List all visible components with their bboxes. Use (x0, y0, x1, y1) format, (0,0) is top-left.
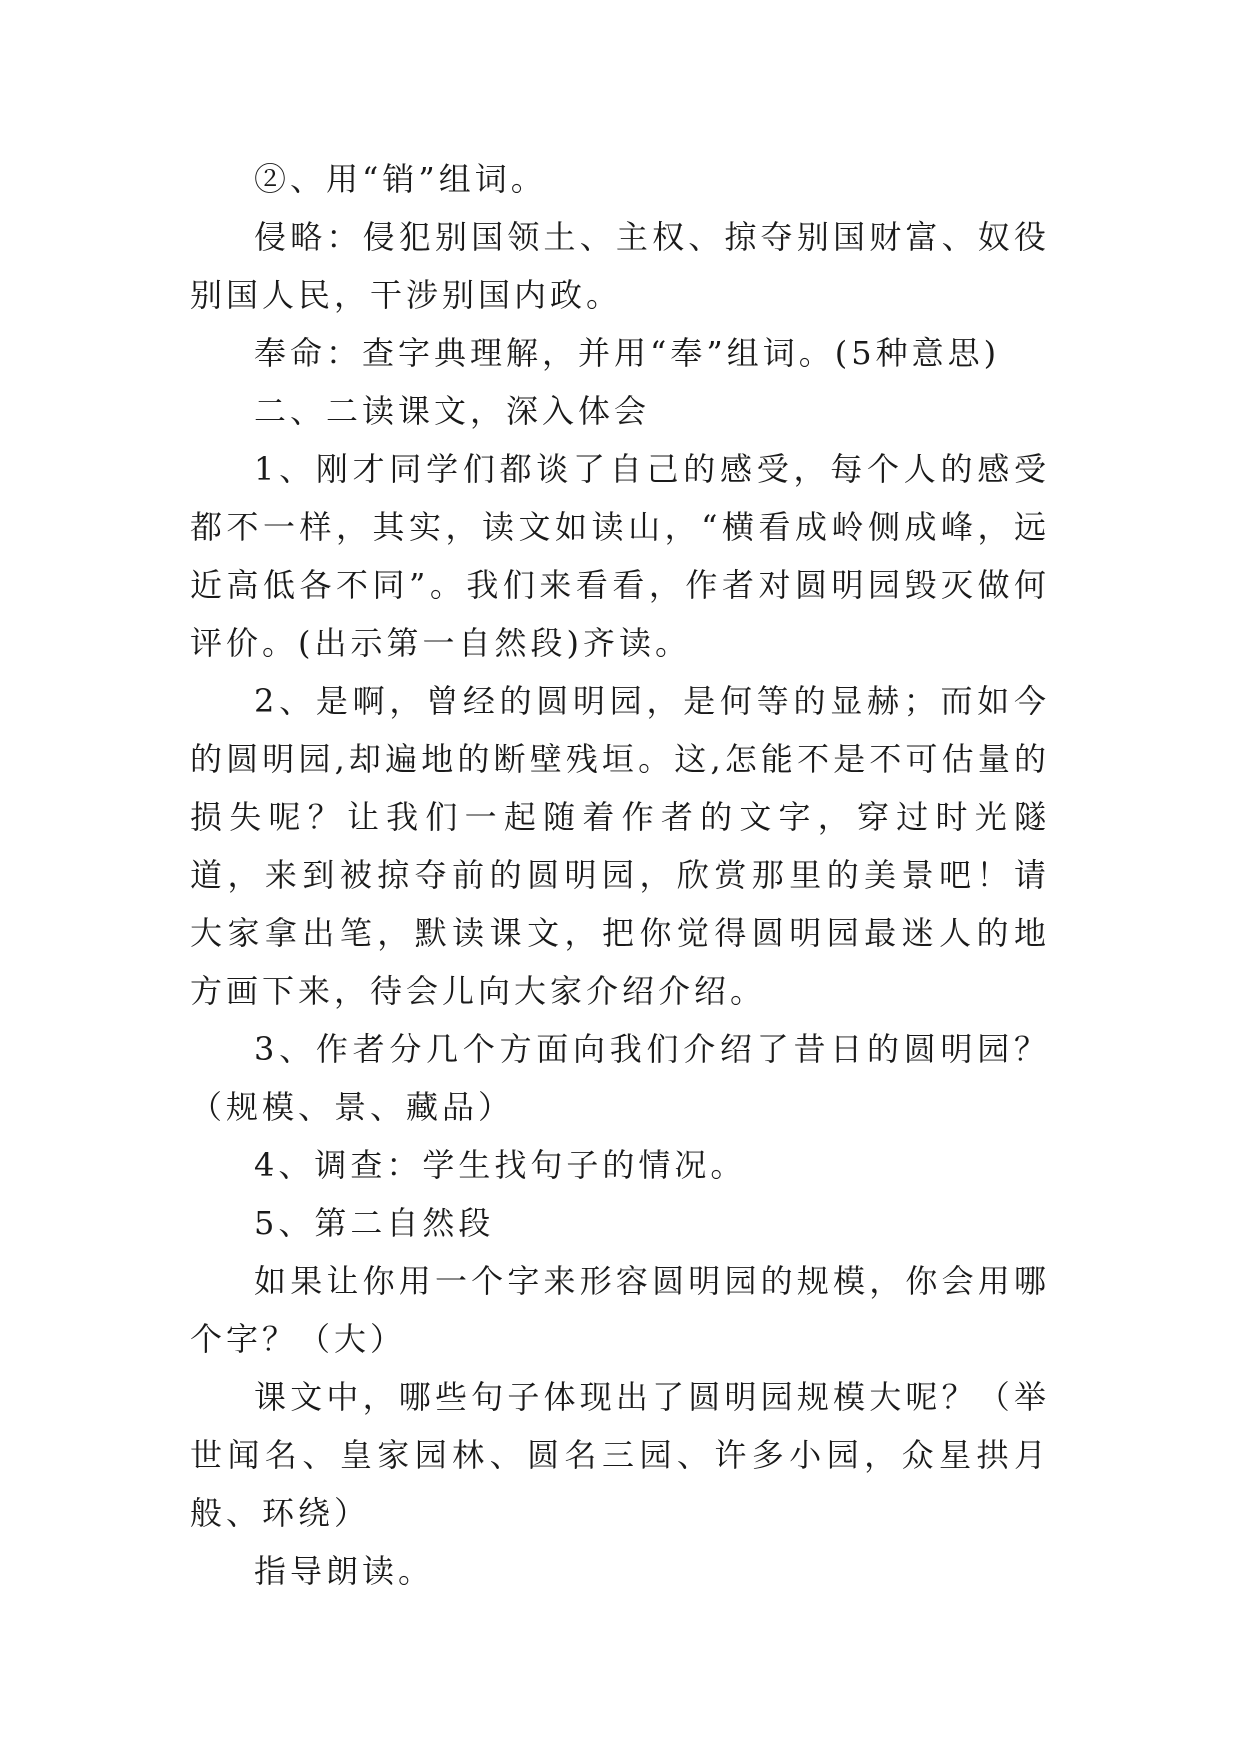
paragraph: 3、作者分几个方面向我们介绍了昔日的圆明园？（规模、景、藏品） (190, 1030, 1050, 1126)
document-body (190, 150, 1050, 1600)
paragraph: 奉命：查字典理解，并用“奉”组词。(5种意思) (254, 334, 1001, 372)
paragraph: 如果让你用一个字来形容圆明园的规模，你会用哪个字？（大） (190, 1262, 1050, 1358)
paragraph: 2、是啊，曾经的圆明园，是何等的显赫；而如今的圆明园,却遍地的断壁残垣。这,怎能不是不可估量的损失呢？让我们一起随着作者的文字，穿过时光隧道，来到被掠夺前的圆明园，欣赏那里的美景吧！请大家拿出笔，默读课文，把你觉得圆明园最迷人的地方画下来，待会儿向大家介绍介绍。 (190, 682, 1050, 1010)
paragraph: 5、第二自然段 (254, 1204, 495, 1242)
paragraph: ②、用“销”组词。 (254, 160, 547, 198)
section-heading: 二、二读课文，深入体会 (254, 392, 651, 430)
paragraph: 指导朗读。 (254, 1552, 435, 1590)
paragraph: 1、刚才同学们都谈了自己的感受，每个人的感受都不一样，其实，读文如读山，“横看成岭侧成峰，远近高低各不同”。我们来看看，作者对圆明园毁灭做何评价。(出示第一自然段)齐读。 (190, 450, 1050, 662)
paragraph: 侵略：侵犯别国领土、主权、掠夺别国财富、奴役别国人民，干涉别国内政。 (190, 218, 1050, 314)
paragraph: 课文中，哪些句子体现出了圆明园规模大呢？（举世闻名、皇家园林、圆名三园、许多小园，众星拱月般、环绕） (190, 1378, 1050, 1532)
paragraph: 4、调查：学生找句子的情况。 (254, 1146, 747, 1184)
